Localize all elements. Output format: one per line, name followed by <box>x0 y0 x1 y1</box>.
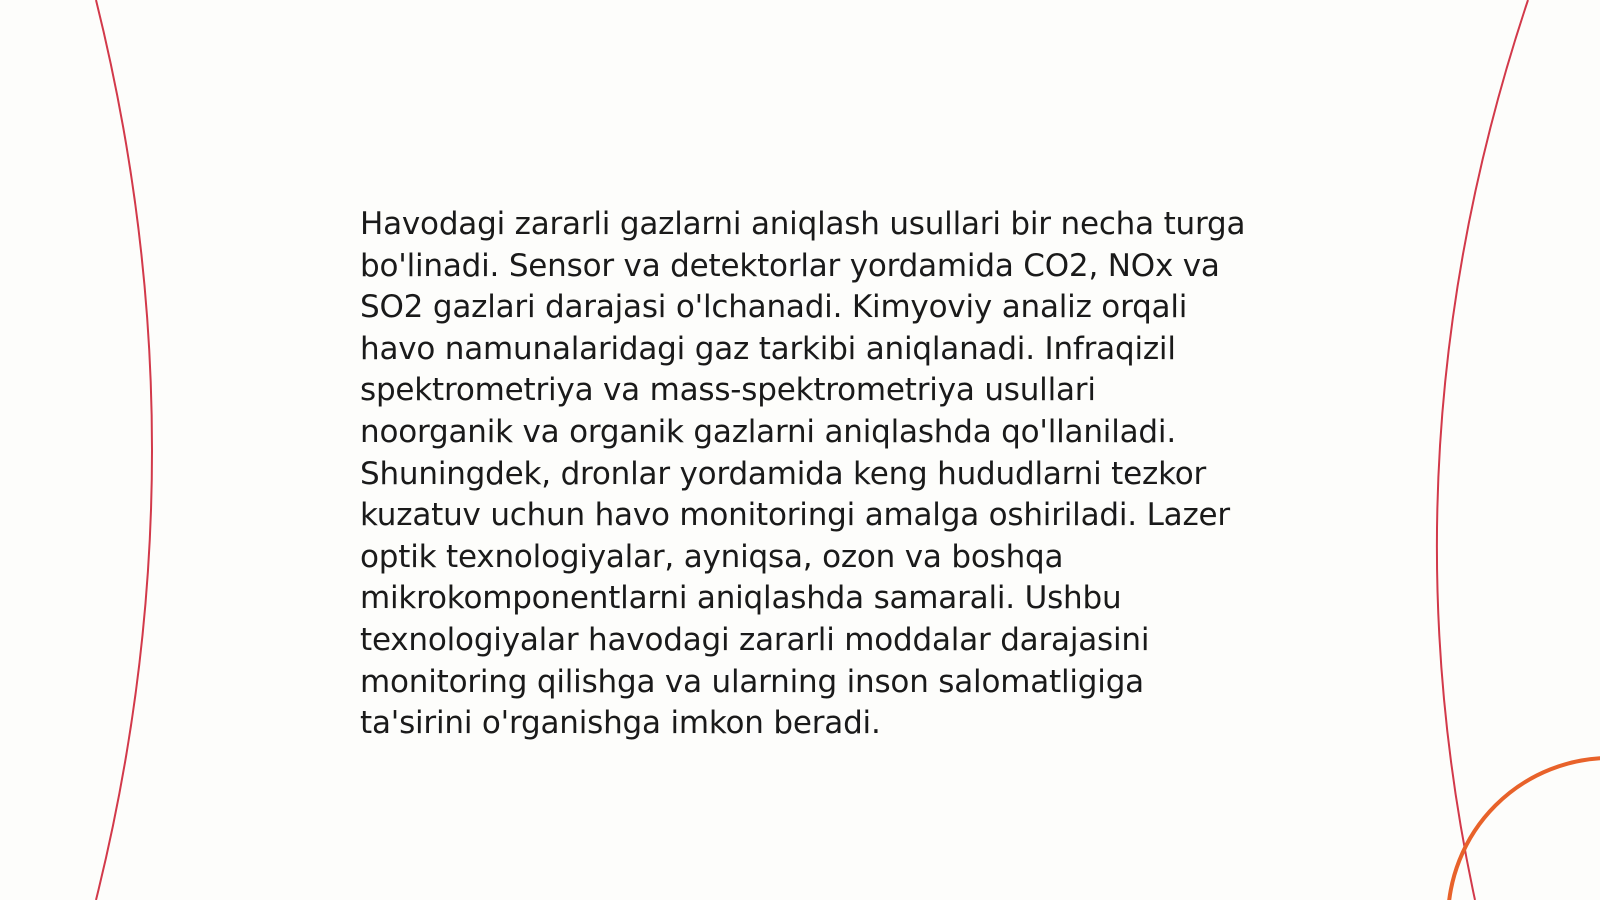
right-curve-line <box>1437 0 1528 900</box>
slide-body-text: Havodagi zararli gazlarni aniqlash usullari bir necha turga bo'linadi. Sensor va detektorlar yordamida CO2, NOx va SO2 gazlari darajasi o'lchanadi. Kimyoviy analiz orqali havo namunalaridagi gaz tarkibi aniqlanadi. Infraqizil spektrometriya va mass-spektrometriya usullari noorganik va organik gazlarni aniqlashda qo'llaniladi. Shuningdek, dronlar yordamida keng hududlarni tezkor kuzatuv uchun havo monitoringi amalga oshiriladi. Lazer optik texnologiyalar, ayniqsa, ozon va boshqa mikrokomponentlarni aniqlashda samarali. Ushbu texnologiyalar havodagi zararli moddalar darajasini monitoring qilishga va ularning inson salomatligiga ta'sirini o'rganishga imkon beradi. <box>360 206 1246 742</box>
left-curve-line <box>96 0 152 900</box>
